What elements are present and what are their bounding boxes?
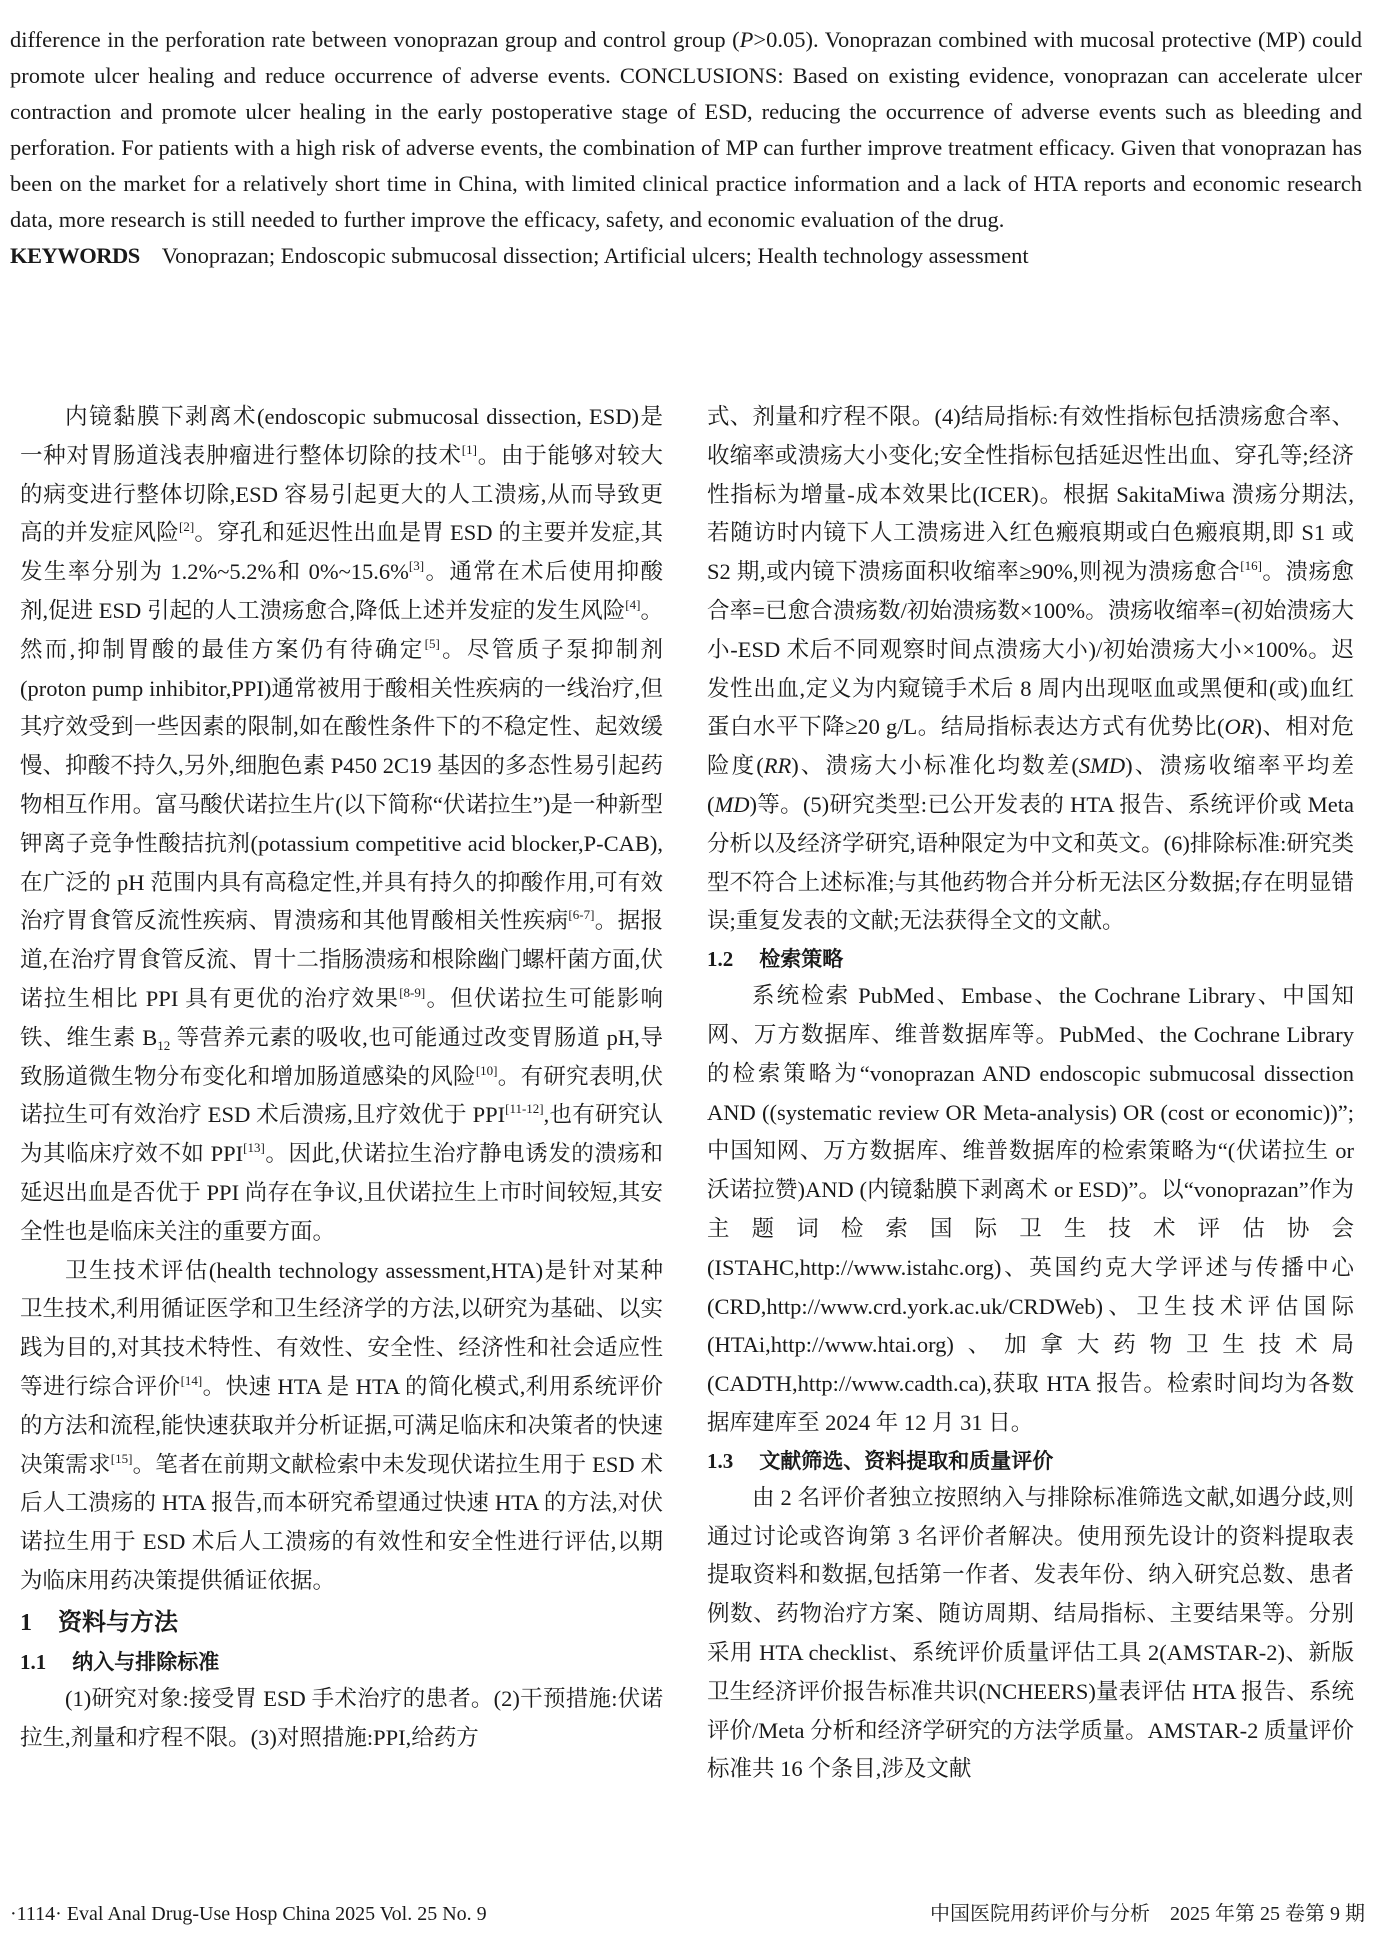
citation: [2] <box>178 519 195 535</box>
screening-paragraph: 由 2 名评价者独立按照纳入与排除标准筛选文献,如遇分歧,则通过讨论或咨询第 3 名评价者解决。使用预先设计的资料提取表提取资料和数据,包括第一作者、发表年份、纳入研究总数、患者例数、药物治疗方案、随访周期、结局指标、主要结果等。分别采用 HTA checklist、系统评价质量评估工具 2(AMSTAR-2)、新版卫生经济评价报告标准共识(NCHEERS)量表评估 HTA 报告、系统评价/Meta 分析和经济学研究的方法学质量。AMSTAR-2 质量评价标准共 16 个条目,涉及文献 <box>707 1484 1354 1782</box>
citation: [10] <box>475 1062 498 1078</box>
section-heading-1-2 <box>707 941 1354 977</box>
section-title: 文献筛选、资料提取和质量评价 <box>759 1448 1054 1473</box>
subscript: 12 <box>157 1037 171 1053</box>
search-strategy-paragraph: 系统检索 PubMed、Embase、the Cochrane Library、中国知网、万方数据库、维普数据库等。PubMed、the Cochrane Library 的检索策略为“vonoprazan AND endoscopic submucosal dissection AND ((systematic review OR Meta-analysis) OR (cost or economic))”;中国知网、万方数据库、维普数据库的检索策略为“(伏诺拉生 or 沃诺拉赞)AND (内镜黏膜下剥离术 or ESD)”。以“vonoprazan”作为主题词检索国际卫生技术评估协会(ISTAHC,http://www.istahc.org)、英国约克大学评述与传播中心(CRD,http://www.crd.york.ac.uk/CRDWeb)、卫生技术评估国际(HTAi,http://www.htai.org)、加拿大药物卫生技术局(CADTH,http://www.cadth.ca),获取 HTA 报告。检索时间均为各数据库建库至 2024 年 12 月 31 日。 <box>707 983 1354 1435</box>
text: 。因此,伏诺拉生治疗静电诱发的溃疡和延迟出血是否优于 PPI 尚存在争议,且伏诺拉生上市时间较短,其安全性也是临床关注的重要方面。 <box>20 1141 663 1244</box>
intro-paragraph-2 <box>20 1252 663 1601</box>
abstract-text <box>10 22 1362 238</box>
citation: [11-12] <box>505 1101 544 1117</box>
text: )、溃疡收缩率平均差( <box>707 753 1354 817</box>
section-number: 1.2 <box>707 947 734 972</box>
citation: [8-9] <box>399 984 426 1000</box>
text: 。然而,抑制胃酸的最佳方案仍有待确定 <box>20 597 663 662</box>
text: 。笔者在前期文献检索中未发现伏诺拉生用于 ESD 术后人工溃疡的 HTA 报告,而本研究希望通过快速 HTA 的方法,对伏诺拉生用于 ESD 术后人工溃疡的有效性和安全性进行评估,以期为临床用药决策提供循证依据。 <box>20 1451 663 1593</box>
section-heading-1-1 <box>20 1644 663 1680</box>
italic-term: MD <box>714 791 750 817</box>
left-column <box>20 398 663 1757</box>
citation: [15] <box>110 1450 133 1466</box>
abstract-text-part: >0.05). Vonoprazan combined with mucosal protective (MP) could promote ulcer healing and reduce occurrence of adverse events. CONCLUSIONS: Based on existing evidence, vonoprazan can accelerate ulcer contraction and promote ulcer healing in the early postoperative stage of ESD, reducing the occurrence of adverse events such as bleeding and perforation. For patients with a high risk of adverse events, the combination of MP can further improve treatment efficacy. Given that vonoprazan has been on the market for a relatively short time in China, with limited clinical practice information and a lack of HTA reports and economic research data, more research is still needed to further improve the efficacy, safety, and economic evaluation of the drug. <box>10 27 1362 232</box>
abstract-text-part: difference in the perforation rate between vonoprazan group and control group ( <box>10 27 740 52</box>
citation: [1] <box>461 441 477 457</box>
criteria-continued-paragraph <box>707 398 1354 941</box>
intro-paragraph-1 <box>20 398 663 1252</box>
right-column <box>707 398 1354 1789</box>
italic-term: RR <box>763 753 792 779</box>
keywords-label: KEYWORDS <box>10 243 140 268</box>
text: 。据报道,在治疗胃食管反流、胃十二指肠溃疡和根除幽门螺杆菌方面,伏诺拉生相比 PPI 具有更优的治疗效果 <box>20 908 663 1011</box>
section-heading-1-3 <box>707 1443 1354 1479</box>
text: 。通常在术后使用抑酸剂,促进 ESD 引起的人工溃疡愈合,降低上述并发症的发生风险 <box>20 559 663 623</box>
section-heading-1 <box>20 1601 663 1644</box>
section-number: 1.3 <box>707 1448 734 1473</box>
p-value-symbol: P <box>739 27 754 52</box>
text: )等。(5)研究类型:已公开发表的 HTA 报告、系统评价或 Meta 分析以及经济学研究,语种限定为中文和英文。(6)排除标准:研究类型不符合上述标准;与其他药物合并分析无法区分数据;存在明显错误;重复发表的文献;无法获得全文的文献。 <box>707 791 1354 934</box>
text: 。溃疡愈合率=已愈合溃疡数/初始溃疡数×100%。溃疡收缩率=(初始溃疡大小-ESD 术后不同观察时间点溃疡大小)/初始溃疡大小×100%。迟发性出血,定义为内窥镜手术后 8 周内出现呕血或黑便和(或)血红蛋白水平下降≥20 g/L。结局指标表达方式有优势比( <box>707 559 1354 740</box>
criteria-paragraph: (1)研究对象:接受胃 ESD 手术治疗的患者。(2)干预措施:伏诺拉生,剂量和疗程不限。(3)对照措施:PPI,给药方 <box>20 1685 663 1750</box>
text: 内镜黏膜下剥离术(endoscopic submucosal dissection, ESD)是一种对胃肠道浅表肿瘤进行整体切除的技术 <box>20 404 663 468</box>
footer-journal-english: ·1114· Eval Anal Drug-Use Hosp China 2025 Vol. 25 No. 9 <box>10 1903 487 1925</box>
text: 卫生技术评估(health technology assessment,HTA)是针对某种卫生技术,利用循证医学和卫生经济学的方法,以研究为基础、以实践为目的,对其技术特性、有效性、安全性、经济性和社会适应性等进行综合评价 <box>20 1257 663 1399</box>
footer-journal-chinese: 中国医院用药评价与分析 2025 年第 25 卷第 9 期 <box>930 1903 1365 1925</box>
text: 式、剂量和疗程不限。(4)结局指标:有效性指标包括溃疡愈合率、收缩率或溃疡大小变化;安全性指标包括延迟性出血、穿孔等;经济性指标为增量-成本效果比(ICER)。根据 SakitaMiwa 溃疡分期法,若随访时内镜下人工溃疡进入红色瘢痕期或白色瘢痕期,即 S1 或 S2 期,或内镜下溃疡面积收缩率≥90%,则视为溃疡愈合 <box>707 404 1354 585</box>
text: 。有研究表明,伏诺拉生可有效治疗 ESD 术后溃疡,且疗效优于 PPI <box>20 1063 663 1128</box>
text: 。快速 HTA 是 HTA 的简化模式,利用系统评价的方法和流程,能快速获取并分析证据,可满足临床和决策者的快速决策需求 <box>20 1373 663 1477</box>
italic-term: OR <box>1224 714 1255 740</box>
text: 。但伏诺拉生可能影响铁、维生素 B <box>20 985 663 1050</box>
text: )、溃疡大小标准化均数差( <box>791 753 1079 779</box>
abstract-continuation <box>10 22 1362 274</box>
text: 。穿孔和延迟性出血是胃 ESD 的主要并发症,其发生率分别为 1.2%~5.2%和 0%~15.6% <box>20 520 663 585</box>
citation: [3] <box>408 558 425 574</box>
text: 。由于能够对较大的病变进行整体切除,ESD 容易引起更大的人工溃疡,从而导致更高的并发症风险 <box>20 442 663 546</box>
text: 等营养元素的吸收,也可能通过改变胃肠道 pH,导致肠道微生物分布变化和增加肠道感染的风险 <box>20 1024 663 1089</box>
text: )、相对危险度( <box>707 714 1354 779</box>
citation: [5] <box>424 635 440 651</box>
citation: [14] <box>180 1372 203 1388</box>
citation: [6-7] <box>568 907 595 923</box>
citation: [16] <box>1240 558 1262 574</box>
keywords-list: Vonoprazan; Endoscopic submucosal dissection; Artificial ulcers; Health technology assessment <box>161 243 1029 268</box>
text: ,也有研究认为其临床疗效不如 PPI <box>20 1102 663 1167</box>
section-title: 检索策略 <box>759 947 844 972</box>
citation: [13] <box>243 1140 265 1156</box>
section-title: 资料与方法 <box>58 1607 178 1636</box>
text: 。尽管质子泵抑制剂(proton pump inhibitor,PPI)通常被用于酸相关性疾病的一线治疗,但其疗效受到一些因素的限制,如在酸性条件下的不稳定性、起效缓慢、抑酸不持久,另外,细胞色素 P450 2C19 基因的多态性易引起药物相互作用。富马酸伏诺拉生片(以下简称“伏诺拉生”)是一种新型钾离子竞争性酸拮抗剂(potassium competitive acid blocker,P-CAB),在广泛的 pH 范围内具有高稳定性,并具有持久的抑酸作用,可有效治疗胃食管反流性疾病、胃溃疡和其他胃酸相关性疾病 <box>20 636 663 934</box>
italic-term: SMD <box>1078 753 1126 779</box>
keywords-line <box>10 238 1362 274</box>
section-number: 1.1 <box>20 1649 47 1674</box>
citation: [4] <box>625 596 641 612</box>
section-title: 纳入与排除标准 <box>72 1649 220 1674</box>
section-number: 1 <box>20 1609 32 1636</box>
